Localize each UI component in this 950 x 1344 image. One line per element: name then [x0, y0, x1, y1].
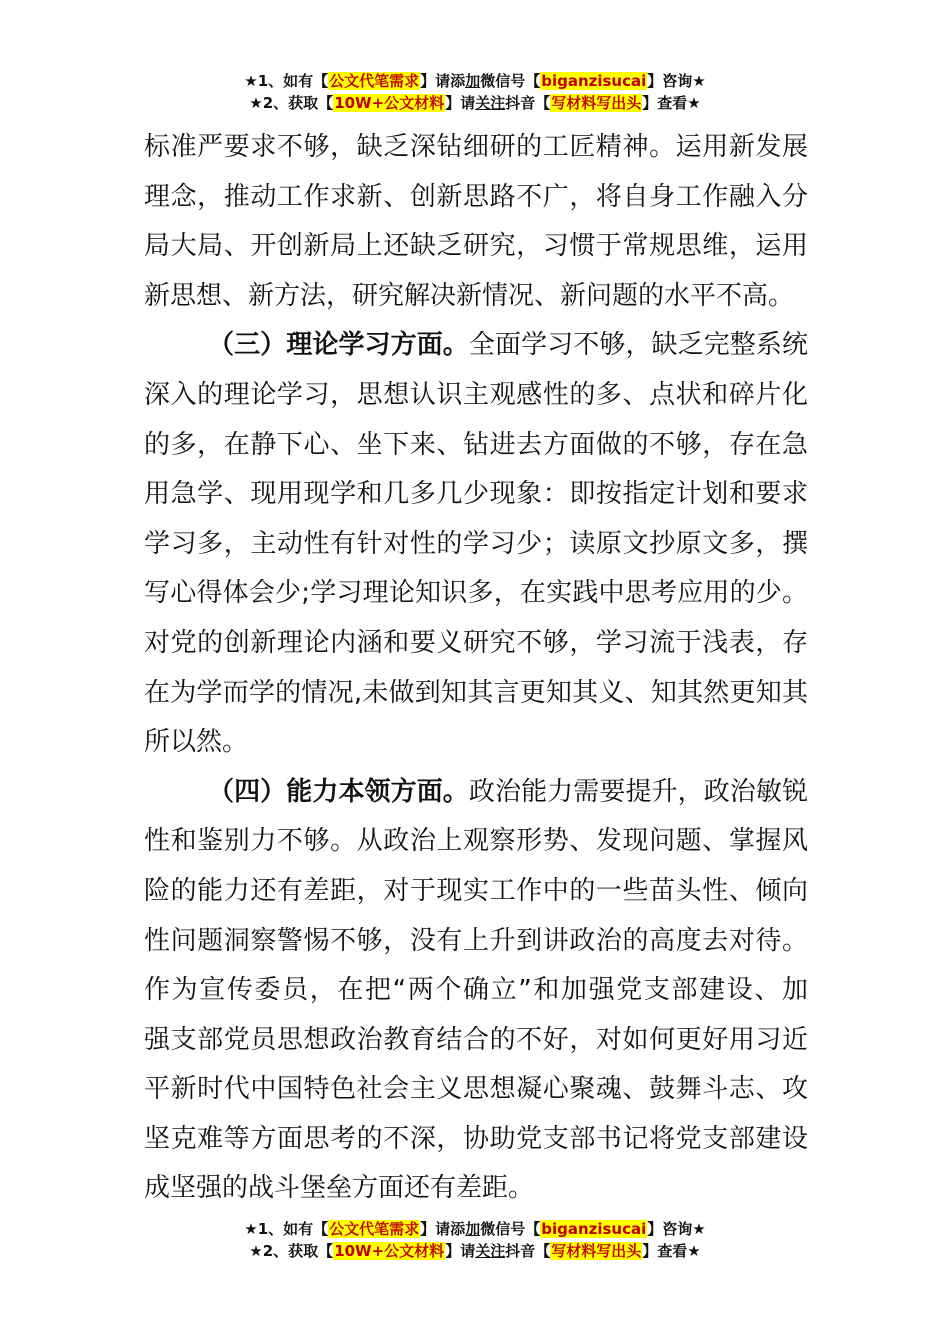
- body-line: 的多，在静下心、坐下来、钻进去方面做的不够，存在急: [144, 429, 808, 460]
- document-body: [144, 123, 808, 1214]
- banner-text: 抖音【: [505, 94, 551, 112]
- banner-line-2: [0, 1240, 950, 1262]
- body-line: 用急学、现用现学和几多几少现象：即按指定计划和要求: [144, 479, 808, 510]
- banner-text: 】请添: [420, 72, 466, 90]
- banner-text: 抖音【: [505, 1242, 551, 1260]
- banner-highlight: 公文代笔需求: [329, 72, 420, 90]
- banner-underlined: 关注: [475, 1242, 506, 1260]
- section-heading-line: （三）理论学习方面。全面学习不够，缺乏完整系统: [208, 330, 808, 361]
- body-line: 标准严要求不够，缺乏深钻细研的工匠精神。运用新发展: [144, 132, 808, 162]
- section-heading-line: （四）能力本领方面。政治能力需要提升，政治敏锐: [208, 776, 808, 807]
- banner-text: 】查看★: [642, 1242, 701, 1260]
- body-line: 作为宣传委员，在把“两个确立”和加强党支部建设、加: [144, 975, 808, 1006]
- banner-line-1: [0, 70, 950, 92]
- body-line: 平新时代中国特色社会主义思想凝心聚魂、鼓舞斗志、攻: [144, 1074, 808, 1105]
- banner-line-2: [0, 92, 950, 114]
- body-line: 新思想、新方法，研究解决新情况、新问题的水平不高。: [144, 280, 795, 311]
- banner-text: 】咨询★: [647, 1220, 706, 1238]
- body-line: 在为学而学的情况,未做到知其言更知其义、知其然更知其: [144, 677, 808, 708]
- banner-underlined: 加: [465, 72, 481, 90]
- body-line: 性和鉴别力不够。从政治上观察形势、发现问题、掌握风: [144, 826, 808, 857]
- banner-text: ★1、如有【: [244, 1220, 329, 1238]
- body-line: 险的能力还有差距，对于现实工作中的一些苗头性、倾向: [144, 875, 808, 906]
- banner-line-1: [0, 1218, 950, 1240]
- body-line: 坚克难等方面思考的不深，协助党支部书记将党支部建设: [144, 1123, 808, 1154]
- banner-text: ★1、如有【: [244, 72, 329, 90]
- banner-highlight-wechat: biganzisucai: [541, 1220, 647, 1238]
- body-line: 学习多，主动性有针对性的学习少；读原文抄原文多，撰: [144, 528, 808, 559]
- body-line: 强支部党员思想政治教育结合的不好，对如何更好用习近: [144, 1024, 808, 1055]
- banner-underlined: 关注: [475, 94, 506, 112]
- body-line: 写心得体会少;学习理论知识多，在实践中思考应用的少。: [144, 578, 808, 609]
- header-banner: [0, 70, 950, 114]
- body-line: 成坚强的战斗堡垒方面还有差距。: [144, 1173, 535, 1204]
- banner-underlined: 加: [465, 1220, 481, 1238]
- body-line: 性问题洞察警惕不够，没有上升到讲政治的高度去对待。: [144, 925, 808, 956]
- banner-text: 】咨询★: [647, 72, 706, 90]
- banner-text: 】请: [445, 94, 476, 112]
- banner-highlight: 10W+公文材料: [334, 1242, 445, 1260]
- banner-text: 】请: [445, 1242, 476, 1260]
- body-line: 对党的创新理论内涵和要义研究不够，学习流于浅表，存: [144, 627, 808, 658]
- body-line: 所以然。: [144, 727, 249, 758]
- section-heading: （四）能力本领方面。: [208, 776, 469, 807]
- body-line: 理念，推动工作求新、创新思路不广，将自身工作融入分: [144, 181, 808, 212]
- body-line: 深入的理论学习，思想认识主观感性的多、点状和碎片化: [144, 379, 808, 410]
- body-line: 局大局、开创新局上还缺乏研究，习惯于常规思维，运用: [144, 231, 808, 262]
- banner-highlight-wechat: biganzisucai: [541, 72, 647, 90]
- banner-text: 微信号【: [480, 1220, 541, 1238]
- banner-highlight: 公文代笔需求: [329, 1220, 420, 1238]
- banner-highlight-douyin: 写材料写出头: [551, 94, 642, 112]
- section-heading: （三）理论学习方面。: [208, 330, 469, 361]
- banner-text: ★2、获取【: [249, 1242, 334, 1260]
- banner-text: ★2、获取【: [249, 94, 334, 112]
- banner-highlight-douyin: 写材料写出头: [551, 1242, 642, 1260]
- banner-text: 微信号【: [480, 72, 541, 90]
- banner-highlight: 10W+公文材料: [334, 94, 445, 112]
- banner-text: 】请添: [420, 1220, 466, 1238]
- banner-text: 】查看★: [642, 94, 701, 112]
- footer-banner: [0, 1218, 950, 1262]
